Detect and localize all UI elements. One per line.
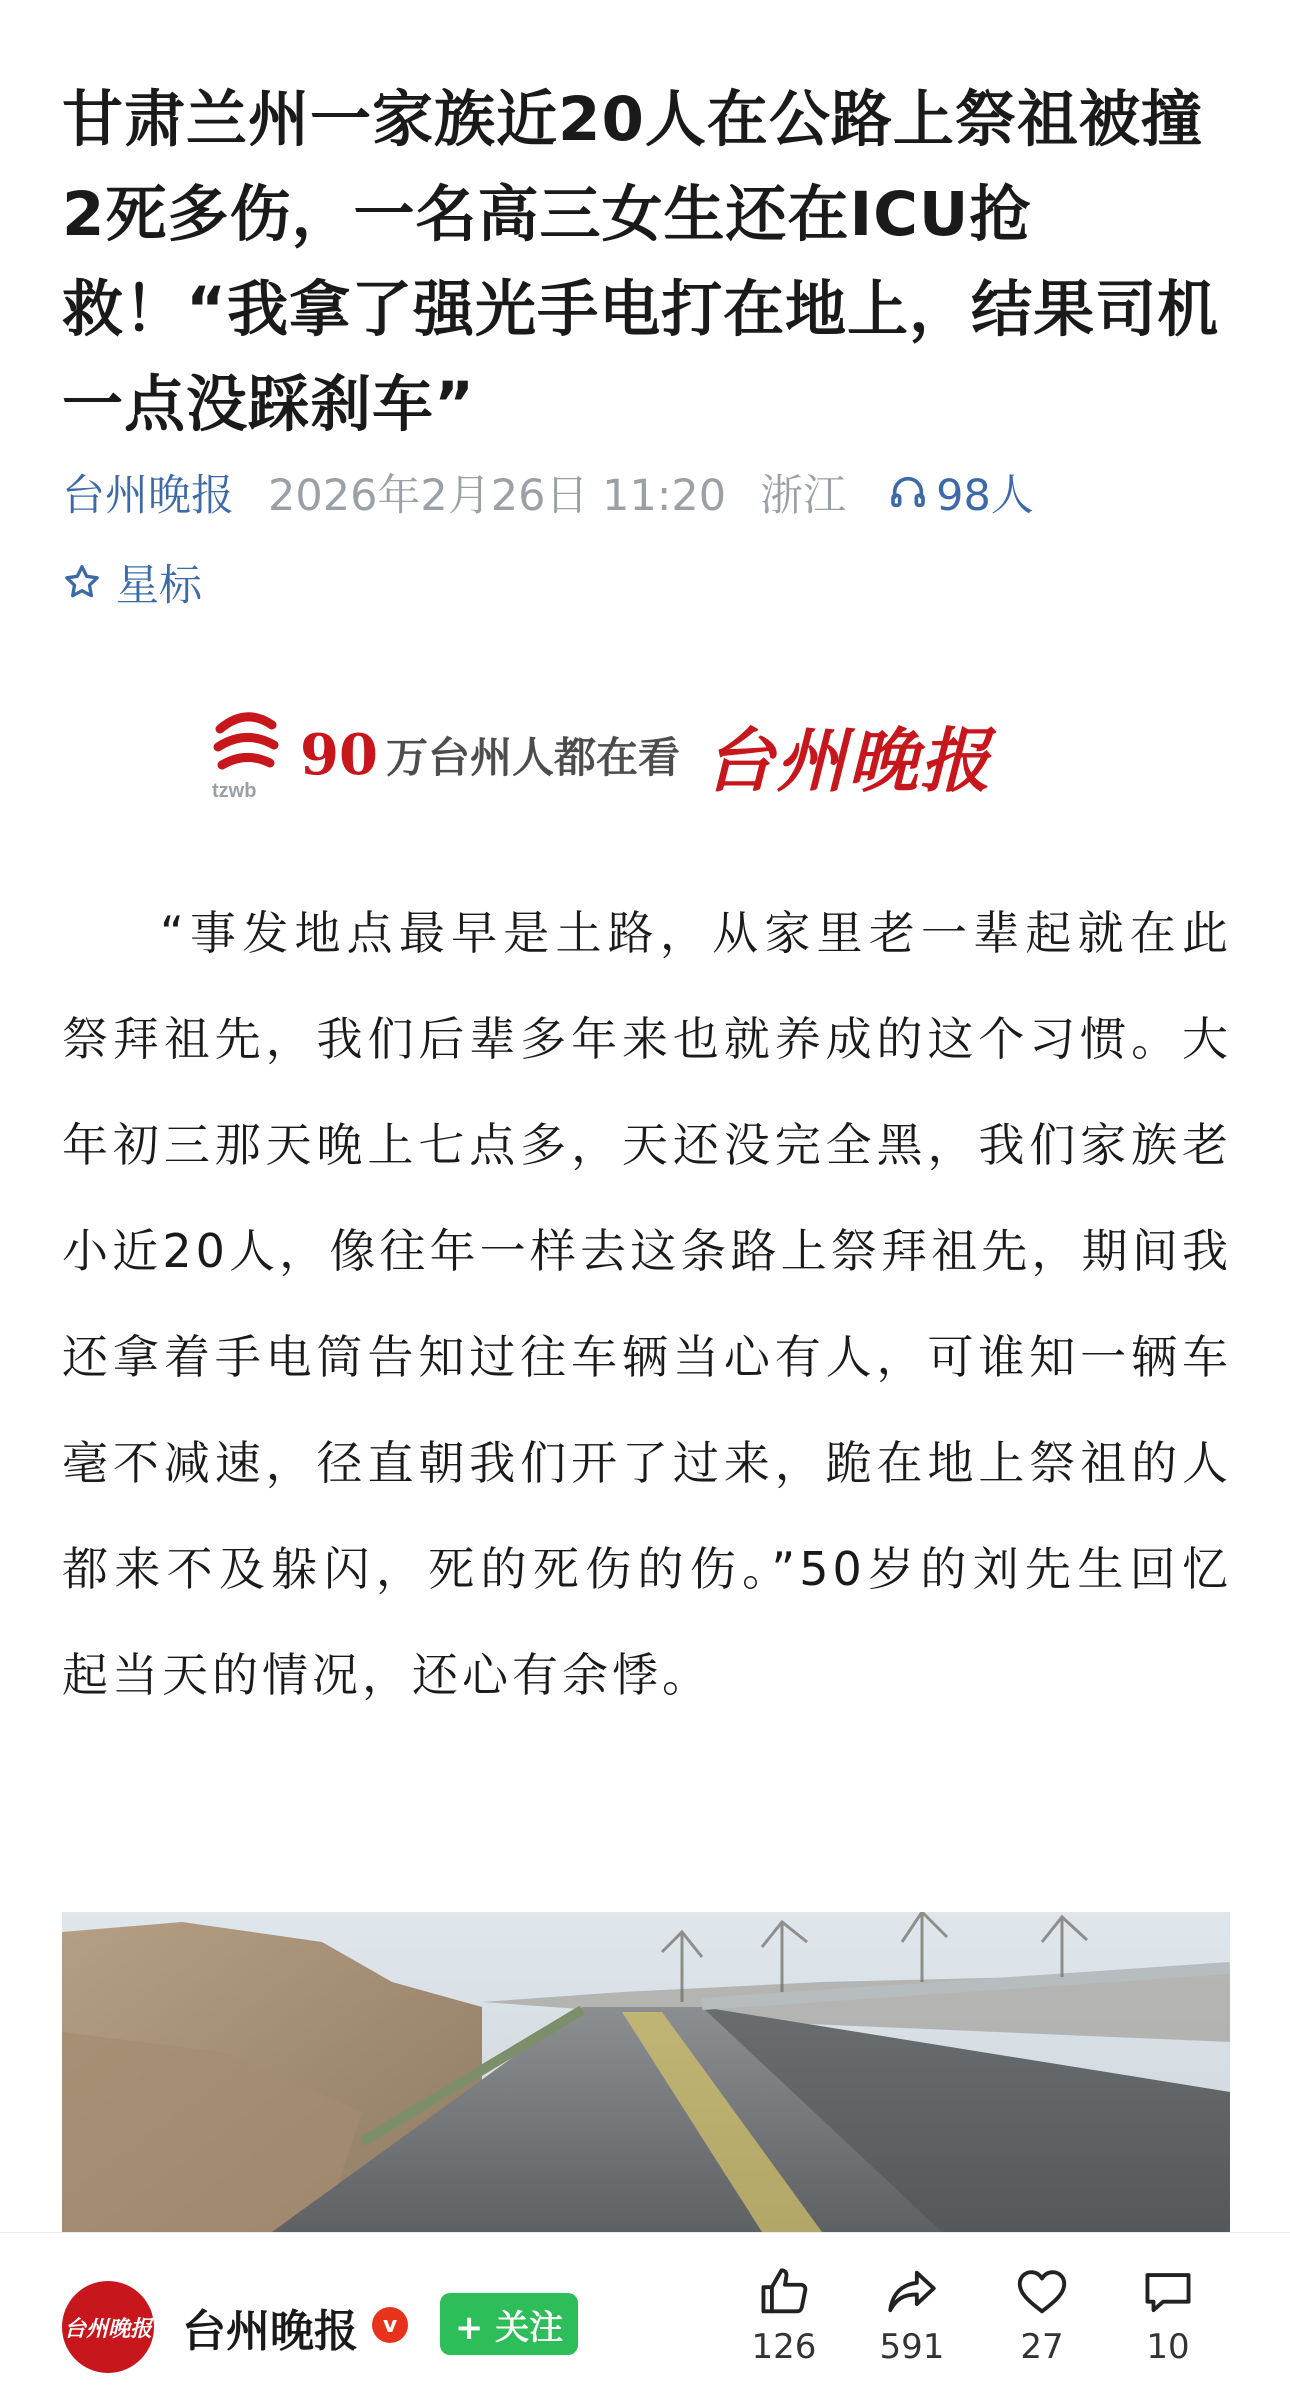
follow-button[interactable]: + 关注 — [440, 2293, 578, 2355]
comment-icon — [1139, 2263, 1197, 2321]
star-button[interactable] — [62, 552, 202, 612]
slogan-text: 万台州人都在看 — [385, 733, 680, 782]
article-title: 甘肃兰州一家族近20人在公路上祭祖被撞2死多伤，一名高三女生还在ICU抢救！“我拿了强光手电打在地上，结果司机一点没踩刹车” — [62, 84, 1220, 440]
article-photo[interactable] — [62, 1912, 1230, 2232]
star-label: 星标 — [116, 560, 202, 611]
share-count: 591 — [879, 2327, 945, 2367]
share-button[interactable] — [862, 2263, 962, 2379]
account-avatar[interactable]: 台州晚报 — [62, 2281, 154, 2373]
share-icon — [883, 2263, 941, 2321]
source-link[interactable]: 台州晚报 — [62, 470, 234, 521]
article-paragraph: “事发地点最早是土路，从家里老一辈起就在此祭拜祖先，我们后辈多年来也就养成的这个习惯。大年初三那天晚上七点多，天还没完全黑，我们家族老小近20人，像往年一样去这条路上祭拜祖先，期间我还拿着手电筒告知过往车辆当心有人，可谁知一辆车毫不减速，径直朝我们开了过来，跪在地上祭祖的人都来不及躲闪，死的死伤的伤。”50岁的刘先生回忆起当天的情况，还心有余悸。 — [62, 906, 1232, 1702]
star-icon — [62, 562, 102, 602]
article-meta — [62, 462, 1232, 522]
verified-badge: v — [372, 2307, 408, 2343]
thumbs-up-icon — [755, 2263, 813, 2321]
comment-button[interactable] — [1118, 2263, 1218, 2379]
like-count: 126 — [751, 2327, 817, 2367]
promo-banner — [210, 700, 1080, 810]
brand-wordmark: 台州晚报 — [703, 718, 992, 802]
publish-region: 浙江 — [760, 470, 847, 521]
account-name[interactable]: 台州晚报 — [182, 2306, 358, 2357]
heart-icon — [1013, 2263, 1071, 2321]
publish-date: 2026年2月26日 11:20 — [268, 470, 727, 521]
like-button[interactable] — [734, 2263, 834, 2379]
comment-count: 10 — [1146, 2327, 1190, 2367]
favorite-button[interactable] — [992, 2263, 1092, 2379]
listen-button[interactable] — [888, 462, 1034, 523]
tzwb-logo-text: tzwb — [212, 780, 257, 802]
slogan-number: 90 — [300, 722, 378, 788]
favorite-count: 27 — [1020, 2327, 1064, 2367]
bottom-action-bar — [0, 2232, 1290, 2387]
headphones-icon — [888, 472, 928, 512]
tzwb-logo — [210, 707, 282, 803]
listener-count: 98人 — [936, 470, 1034, 521]
